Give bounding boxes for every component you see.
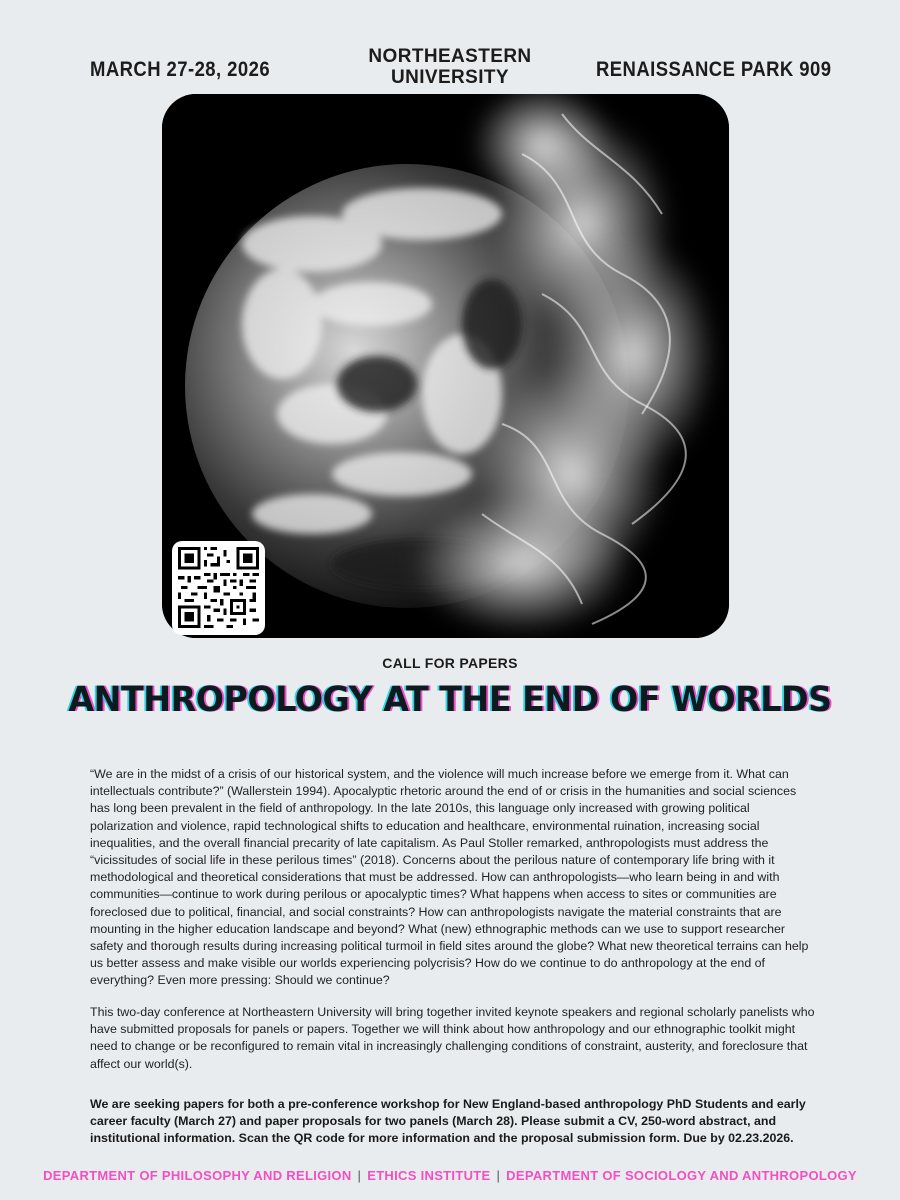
submission-instructions-paragraph: We are seeking papers for both a pre-conference workshop for New England-based anthropology PhD Students and early career faculty (March 27) and paper proposals for two panels (March 28). Please submit a CV, 250-word abstract, and institutional information. Scan the QR code for more information and the proposal submission form. Due by 02.23.2026. <box>90 1097 806 1146</box>
call-for-papers-label: CALL FOR PAPERS <box>382 655 518 671</box>
institution-line2: UNIVERSITY <box>390 67 510 88</box>
department-sociology-anthropology: DEPARTMENT OF SOCIOLOGY AND ANTHROPOLOGY <box>506 1168 857 1183</box>
institution-name <box>320 46 580 88</box>
event-location: RENAISSANCE PARK 909 <box>596 58 832 81</box>
institution-line1: NORTHEASTERN <box>368 46 532 67</box>
conference-title: ANTHROPOLOGY AT THE END OF WORLDS <box>68 680 832 720</box>
qr-code-icon <box>178 547 259 628</box>
department-philosophy-religion: DEPARTMENT OF PHILOSOPHY AND RELIGION <box>43 1168 352 1183</box>
intro-paragraph: “We are in the midst of a crisis of our historical system, and the violence will much increase before we emerge from it. What can intellectuals contribute?” (Wallerstein 1994). Apocalyptic rhetoric around the end of or crisis in the humanities and social sciences has long been prevalent in the field of anthropology. In the late 2010s, this language only increased with growing political polarization and violence, rapid technological shifts to education and healthcare, environmental ruination, increasing social inequalities, and the overall financial precarity of late capitalism. As Paul Stoller remarked, anthropologists must address the “vicissitudes of social life in these perilous times” (2018). Concerns about the perilous nature of contemporary life bring with it methodological and theoretical considerations that must be addressed. How can anthropologists—who learn being in and with communities—continue to work during perilous or apocalyptic times? What happens when access to sites or communities are foreclosed due to political, financial, and social constraints? How can anthropologists navigate the material constraints that are mounting in the higher education landscape and beyond? What (new) ethnographic methods can we use to support researcher safety and thorough results during increasing political turmoil in field sites around the globe? What new theoretical terrains can help us better assess and make visible our worlds experiencing polycrisis? How do we continue to do anthropology at the end of everything? Even more pressing: Should we continue? <box>90 767 809 988</box>
ethics-institute: ETHICS INSTITUTE <box>367 1168 491 1183</box>
sponsor-departments <box>0 1168 900 1183</box>
conference-description-paragraph: This two-day conference at Northeastern University will bring together invited keynote speakers and regional scholarly panelists who have submitted proposals for panels or papers. Together we will think about how anthropology and our ethnographic toolkit might need to change or be reconfigured to remain vital in increasingly challenging conditions of constraint, austerity, and foreclosure that affect our world(s). <box>90 1005 815 1071</box>
separator: | <box>496 1168 501 1183</box>
event-date: MARCH 27-28, 2026 <box>90 58 271 81</box>
separator: | <box>357 1168 362 1183</box>
qr-code[interactable] <box>172 541 265 635</box>
